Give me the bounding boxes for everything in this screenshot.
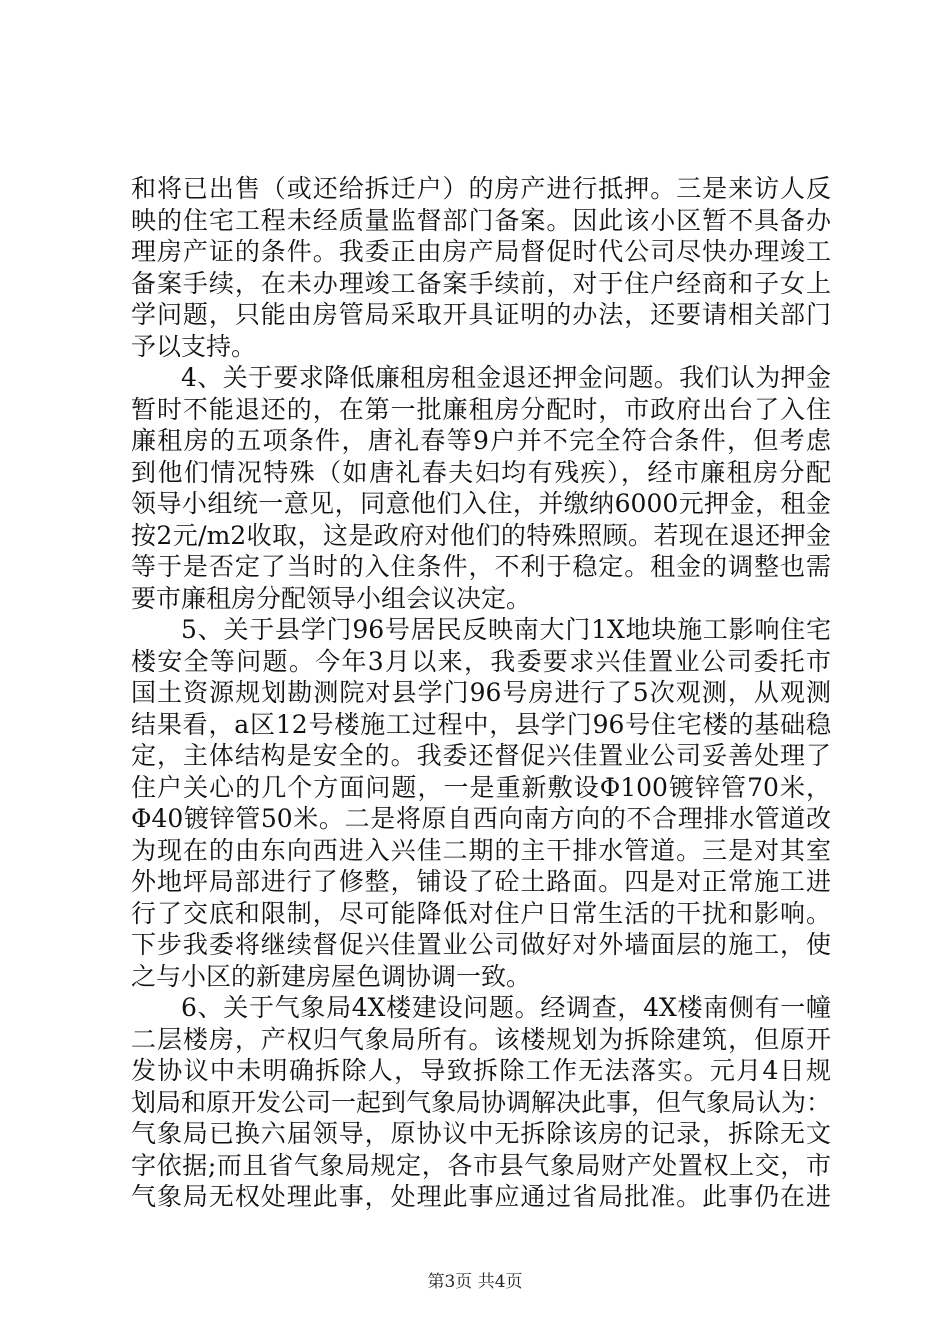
paragraph-heading-6: 6、关于气象局4X楼建设问题。经调查，4X楼南侧有一幢 (181, 993, 831, 1022)
text-line: 结果看，a区12号楼施工过程中，县学门96号住宅楼的基础稳 (131, 709, 831, 739)
text-line: 划局和原开发公司一起到气象局协调解决此事，但气象局认为： (131, 1087, 831, 1117)
paragraph-heading-4: 4、关于要求降低廉租房租金退还押金问题。我们认为押金 (181, 363, 831, 392)
text-line: 为现在的由东向西进入兴佳二期的主干排水管道。三是对其室 (131, 835, 831, 865)
page-number-footer: 第3页 共4页 (427, 1272, 523, 1292)
text-line: 下步我委将继续督促兴佳置业公司做好对外墙面层的施工，使 (131, 930, 831, 959)
text-line: 到他们情况特殊（如唐礼春夫妇均有残疾），经市廉租房分配 (131, 457, 831, 487)
text-line: 国土资源规划勘测院对县学门96号房进行了5次观测，从观测 (131, 678, 831, 707)
text-line: 予以支持。 (131, 331, 257, 361)
text-line: 学问题，只能由房管局采取开具证明的办法，还要请相关部门 (131, 300, 831, 329)
text-line: 备案手续，在未办理竣工备案手续前，对于住户经商和子女上 (131, 268, 831, 298)
text-line: 之与小区的新建房屋色调协调一致。 (131, 961, 532, 991)
text-line: 气象局无权处理此事，处理此事应通过省局批准。此事仍在进 (131, 1182, 831, 1211)
text-line: 映的住宅工程未经质量监督部门备案。因此该小区暂不具备办 (131, 205, 831, 235)
text-line: Φ40镀锌管50米。二是将原自西向南方向的不合理排水管道改 (131, 804, 831, 833)
text-line: 暂时不能退还的，在第一批廉租房分配时，市政府出台了入住 (131, 394, 831, 424)
body-text (131, 173, 831, 1213)
text-line: 发协议中未明确拆除人，导致拆除工作无法落实。元月4日规 (131, 1056, 831, 1085)
paragraph-heading-5: 5、关于县学门96号居民反映南大门1X地块施工影响住宅 (181, 615, 831, 644)
text-line: 二层楼房，产权归气象局所有。该楼规划为拆除建筑，但原开 (131, 1024, 831, 1054)
text-line: 和将已出售（或还给拆迁户）的房产进行抵押。三是来访人反 (131, 174, 831, 203)
text-line: 理房产证的条件。我委正由房产局督促时代公司尽快办理竣工 (131, 237, 831, 266)
text-line: 字依据;而且省气象局规定，各市县气象局财产处置权上交，市 (131, 1150, 831, 1180)
text-line: 领导小组统一意见，同意他们入住，并缴纳6000元押金，租金 (131, 489, 831, 518)
text-line: 行了交底和限制，尽可能降低对住户日常生活的干扰和影响。 (131, 898, 831, 928)
text-line: 按2元/m2收取，这是政府对他们的特殊照顾。若现在退还押金 (131, 520, 831, 550)
text-line: 要市廉租房分配领导小组会议决定。 (131, 583, 532, 613)
text-line: 等于是否定了当时的入住条件，不利于稳定。租金的调整也需 (131, 552, 831, 581)
text-line: 气象局已换六届领导，原协议中无拆除该房的记录，拆除无文 (131, 1119, 831, 1148)
text-line: 外地坪局部进行了修整，铺设了砼土路面。四是对正常施工进 (131, 867, 831, 896)
text-line: 住户关心的几个方面问题，一是重新敷设Φ100镀锌管70米， (131, 772, 831, 802)
text-line: 楼安全等问题。今年3月以来，我委要求兴佳置业公司委托市 (131, 646, 831, 676)
text-line: 定，主体结构是安全的。我委还督促兴佳置业公司妥善处理了 (131, 741, 831, 770)
text-line: 廉租房的五项条件，唐礼春等9户并不完全符合条件，但考虑 (131, 426, 831, 455)
